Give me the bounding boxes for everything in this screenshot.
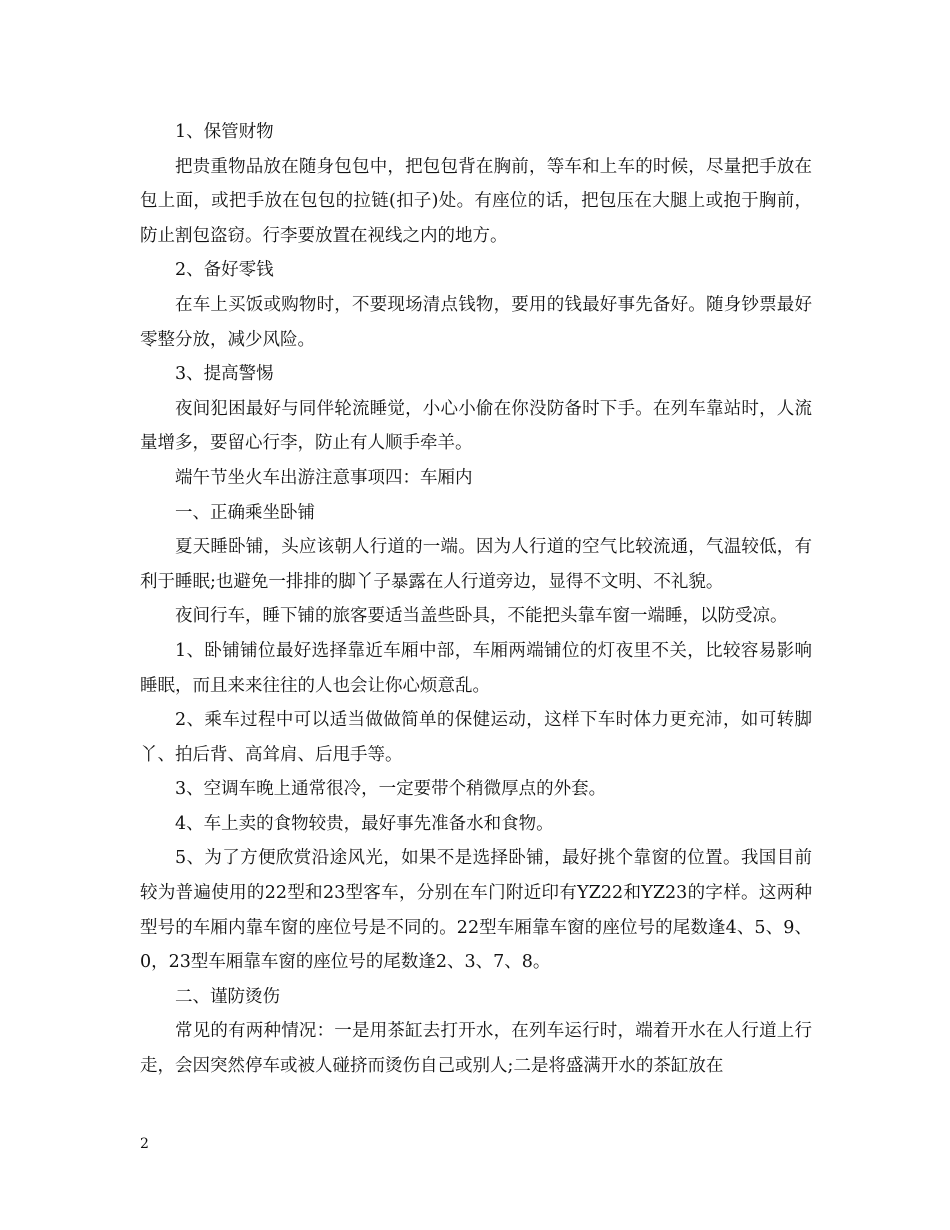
paragraph-burns: 常见的有两种情况：一是用茶缸去打开水，在列车运行时，端着开水在人行道上行走，会因突然停车或被人碰挤而烫伤自己或别人;二是将盛满开水的茶缸放在 (140, 1021, 812, 1077)
paragraph-sleeper-head: 夏天睡卧铺，头应该朝人行道的一端。因为人行道的空气比较流通，气温较低，有利于睡眠;也避免一排排的脚丫子暴露在人行道旁边，显得不文明、不礼貌。 (140, 537, 812, 592)
heading-vigilance: 3、提高警惕 (175, 364, 274, 385)
tip-berth-position: 1、卧铺铺位最好选择靠近车厢中部，车厢两端铺位的灯夜里不关，比较容易影响睡眠，而且来来往往的人也会让你心烦意乱。 (140, 640, 812, 696)
tip-exercise: 2、乘车过程中可以适当做做简单的保健运动，这样下车时体力更充沛，如可转脚丫、拍后背、高耸肩、后甩手等。 (140, 710, 812, 765)
section-title-carriage: 端午节坐火车出游注意事项四：车厢内 (175, 467, 473, 488)
tip-coat: 3、空调车晚上通常很冷，一定要带个稍微厚点的外套。 (175, 779, 607, 800)
paragraph-vigilance: 夜间犯困最好与同伴轮流睡觉，小心小偷在你没防备时下手。在列车靠站时，人流量增多，要留心行李，防止有人顺手牵羊。 (140, 398, 812, 454)
tip-window-seat: 5、为了方便欣赏沿途风光，如果不是选择卧铺，最好挑个靠窗的位置。我国目前较为普遍使用的22型和23型客车，分别在车门附近印有YZ22和YZ23的字样。这两种型号的车厢内靠车窗的座位号是不同的。22型车厢靠车窗的座位号的尾数逢4、5、9、0，23型车厢靠车窗的座位号的尾数逢2、3、7、8。 (140, 848, 812, 973)
tip-food: 4、车上卖的食物较贵，最好事先准备水和食物。 (175, 813, 554, 834)
document-body (140, 115, 812, 1084)
heading-safekeeping: 1、保管财物 (175, 122, 274, 142)
page-number: 2 (140, 1136, 149, 1152)
paragraph-safekeeping: 把贵重物品放在随身包包中，把包包背在胸前，等车和上车的时候，尽量把手放在包上面，或把手放在包包的拉链(扣子)处。有座位的话，把包压在大腿上或抱于胸前，防止割包盗窃。行李要放置在视线之内的地方。 (140, 156, 812, 246)
heading-burns: 二、谨防烫伤 (175, 986, 280, 1007)
paragraph-lower-berth: 夜间行车，睡下铺的旅客要适当盖些卧具，不能把头靠车窗一端睡，以防受凉。 (175, 606, 788, 627)
paragraph-change: 在车上买饭或购物时，不要现场清点钱物，要用的钱最好事先备好。随身钞票最好零整分放，减少风险。 (140, 294, 812, 350)
heading-change: 2、备好零钱 (175, 260, 274, 281)
heading-sleeper: 一、正确乘坐卧铺 (175, 502, 315, 523)
